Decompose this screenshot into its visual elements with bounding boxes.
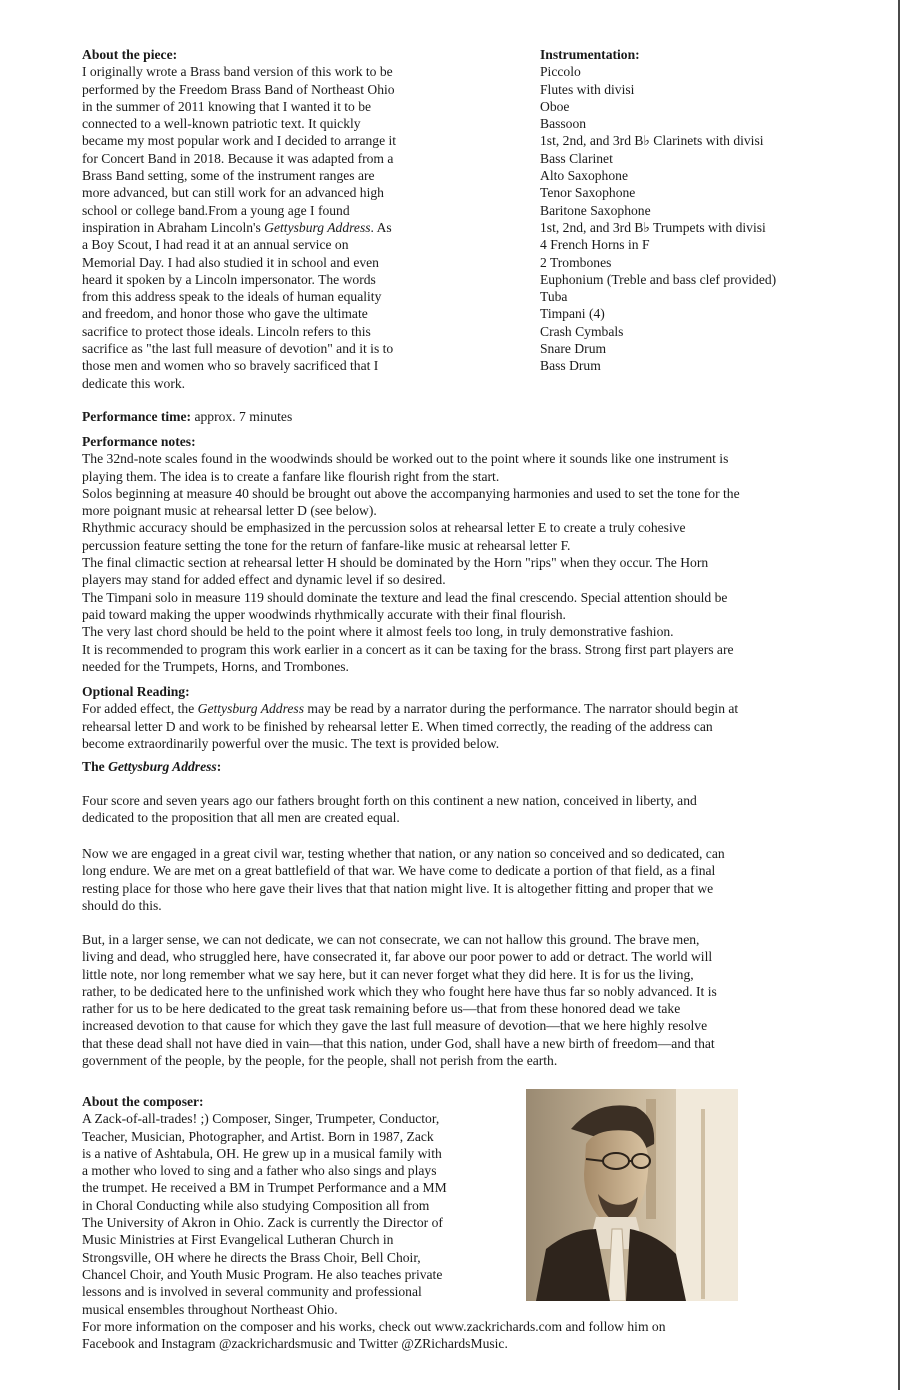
performance-time — [82, 408, 292, 425]
about-piece-line: Memorial Day. I had also studied it in school and even — [82, 254, 379, 270]
address-line: resting place for those who here gave their lives that that nation might live. It is altogether fitting and proper that we — [82, 880, 714, 896]
performance-notes-section — [82, 433, 882, 675]
text-run: : — [216, 759, 222, 774]
address-line: government of the people, by the people, for the people, shall not perish from the earth. — [82, 1053, 558, 1069]
address-line: Now we are engaged in a great civil war, testing whether that nation, or any nation so conceived and so dedicated, can — [82, 846, 725, 861]
performance-note-line: more poignant music at rehearsal letter D (see below). — [82, 503, 377, 519]
composer-portrait-image — [526, 1089, 738, 1301]
instrument-item: 1st, 2nd, and 3rd B♭ Trumpets with divisi — [540, 219, 766, 235]
about-piece-line: connected to a well-known patriotic text. It quickly — [82, 116, 361, 132]
text-run: The — [82, 759, 109, 774]
composer-line: the trumpet. He received a BM in Trumpet Performance and a MM — [82, 1180, 447, 1196]
address-heading — [82, 758, 221, 775]
instrument-item: Snare Drum — [540, 341, 607, 357]
instrument-item: Oboe — [540, 98, 570, 114]
composer-line: The University of Akron in Ohio. Zack is currently the Director of — [82, 1215, 443, 1231]
address-line: rather for us to be here dedicated to the great task remaining before us—that from these honored dead we take — [82, 1001, 681, 1017]
instrument-item: Bass Clarinet — [540, 150, 613, 166]
address-line: little note, nor long remember what we say here, but it can never forget what they did here. It is for us the living, — [82, 966, 694, 982]
about-piece-line: a Boy Scout, I had read it at an annual service on — [82, 237, 349, 253]
instrument-item: 4 French Horns in F — [540, 237, 650, 253]
about-piece-line: became my most popular work and I decided to arrange it — [82, 133, 397, 149]
performance-note-line: The 32nd-note scales found in the woodwinds should be worked out to the point where it sounds like one instrument is — [82, 451, 729, 467]
composer-line: For more information on the composer and his works, check out www.zackrichards.com and follow him on — [82, 1318, 666, 1334]
about-piece-line: sacrifice as "the last full measure of devotion" and it is to — [82, 341, 394, 357]
instrument-item: Piccolo — [540, 64, 581, 80]
title-italic: Gettysburg Address — [197, 701, 304, 717]
composer-photo — [526, 1089, 738, 1301]
instrument-item: Tenor Saxophone — [540, 185, 636, 201]
address-line: dedicated to the proposition that all men are created equal. — [82, 810, 400, 826]
instrument-item: Alto Saxophone — [540, 168, 628, 184]
about-piece-line: those men and women who so bravely sacrificed that I — [82, 358, 379, 374]
instrumentation-section — [540, 46, 880, 375]
about-piece-line: I originally wrote a Brass band version of this work to be — [82, 64, 393, 80]
address-line: living and dead, who struggled here, have consecrated it, far above our poor power to add or detract. The world will — [82, 949, 713, 965]
composer-line: in Choral Conducting while also studying Composition all from — [82, 1197, 430, 1213]
performance-note-line: percussion feature setting the tone for the return of fanfare-like music at rehearsal letter F. — [82, 537, 571, 553]
optional-reading-section — [82, 683, 882, 752]
address-paragraph-3 — [82, 931, 882, 1069]
performance-note-line: The final climactic section at rehearsal letter H should be dominated by the Horn "rips" when they occur. The Horn — [82, 555, 709, 571]
about-piece-section — [82, 46, 522, 392]
text-run: may be read by a narrator during the performance. The narrator should begin at — [304, 701, 739, 717]
instrument-item: Flutes with divisi — [540, 81, 635, 97]
about-piece-line: sacrifice to protect those ideals. Lincoln refers to this — [82, 323, 371, 339]
address-line: But, in a larger sense, we can not dedicate, we can not consecrate, we can not hallow this ground. The brave men, — [82, 932, 700, 947]
composer-line: Facebook and Instagram @zackrichardsmusic and Twitter @ZRichardsMusic. — [82, 1336, 508, 1352]
composer-line: A Zack-of-all-trades! ;) Composer, Singer, Trumpeter, Conductor, — [82, 1111, 440, 1127]
instrument-item: Tuba — [540, 289, 568, 305]
optional-reading-line: become extraordinarily powerful over the music. The text is provided below. — [82, 735, 500, 751]
performance-note-line: The Timpani solo in measure 119 should dominate the texture and lead the final crescendo. Special attention should be — [82, 589, 728, 605]
composer-line: Music Ministries at First Evangelical Lutheran Church in — [82, 1232, 394, 1248]
performance-note-line: Rhythmic accuracy should be emphasized in the percussion solos at rehearsal letter E to create a truly cohesive — [82, 520, 686, 536]
about-piece-line: Brass Band setting, some of the instrument ranges are — [82, 168, 375, 184]
address-line: long endure. We are met on a great battlefield of that war. We have come to dedicate a portion of that field, as a final — [82, 863, 716, 879]
about-piece-line: dedicate this work. — [82, 375, 186, 391]
address-line: increased devotion to that cause for which they gave the last full measure of devotion—that we here highly resolve — [82, 1018, 708, 1034]
performance-note-line: It is recommended to program this work earlier in a concert as it can be taxing for the brass. Strong first part players are — [82, 641, 734, 657]
performance-time-line — [82, 408, 292, 425]
about-piece-line — [82, 219, 522, 236]
about-piece-line: from this address speak to the ideals of human equality — [82, 289, 382, 305]
performance-notes-heading: Performance notes: — [82, 434, 196, 449]
instrument-item: Timpani (4) — [540, 306, 605, 322]
instrumentation-heading: Instrumentation: — [540, 47, 640, 62]
composer-line: Chancel Choir, and Youth Music Program. He also teaches private — [82, 1266, 443, 1282]
instrument-item: Crash Cymbals — [540, 323, 624, 339]
about-piece-line: in the summer of 2011 knowing that I wanted it to be — [82, 98, 372, 114]
address-line: Four score and seven years ago our fathers brought forth on this continent a new nation, conceived in liberty, and — [82, 793, 697, 808]
performance-time-value: approx. 7 minutes — [191, 409, 293, 424]
about-piece-heading: About the piece: — [82, 47, 178, 62]
composer-line: lessons and is involved in several community and professional — [82, 1284, 422, 1300]
text-run: inspiration in Abraham Lincoln's — [82, 219, 265, 235]
performance-note-line: paid toward making the upper woodwinds rhythmically accurate with their final flourish. — [82, 606, 566, 622]
about-piece-line: heard it spoken by a Lincoln impersonator. The words — [82, 271, 376, 287]
title-italic: Gettysburg Address — [108, 759, 217, 774]
about-piece-line: more advanced, but can still work for an advanced high — [82, 185, 384, 201]
address-paragraph-1 — [82, 792, 882, 827]
performance-time-label: Performance time: — [82, 409, 192, 424]
optional-reading-line: rehearsal letter D and work to be finished by rehearsal letter E. When timed correctly, the reading of the address can — [82, 718, 713, 734]
address-paragraph-2 — [82, 845, 882, 914]
instrument-item: 1st, 2nd, and 3rd B♭ Clarinets with divisi — [540, 133, 764, 149]
performance-note-line: needed for the Trumpets, Horns, and Trombones. — [82, 658, 349, 674]
composer-line: musical ensembles throughout Northeast Ohio. — [82, 1301, 338, 1317]
address-heading-line — [82, 758, 221, 775]
composer-section — [82, 1093, 882, 1352]
instrument-item: Bassoon — [540, 116, 587, 132]
title-italic: Gettysburg Address — [264, 219, 371, 235]
about-piece-line: and freedom, and honor those who gave the ultimate — [82, 306, 368, 322]
instrument-item: Baritone Saxophone — [540, 202, 651, 218]
about-piece-line: performed by the Freedom Brass Band of Northeast Ohio — [82, 81, 395, 97]
performance-note-line: Solos beginning at measure 40 should be brought out above the accompanying harmonies and used to set the tone for the — [82, 485, 740, 501]
instrument-item: Bass Drum — [540, 358, 601, 374]
address-line: should do this. — [82, 897, 162, 913]
optional-reading-line — [82, 700, 882, 717]
instrument-item: Euphonium (Treble and bass clef provided) — [540, 271, 777, 287]
composer-line: Teacher, Musician, Photographer, and Artist. Born in 1987, Zack — [82, 1128, 434, 1144]
performance-note-line: The very last chord should be held to the point where it almost feels too long, in truly demonstrative fashion. — [82, 624, 674, 640]
text-run: . As — [370, 219, 392, 235]
text-run: For added effect, the — [82, 701, 198, 717]
instrument-item: 2 Trombones — [540, 254, 612, 270]
optional-reading-heading: Optional Reading: — [82, 684, 190, 699]
performance-note-line: playing them. The idea is to create a fanfare like flourish right from the start. — [82, 468, 500, 484]
composer-heading: About the composer: — [82, 1094, 204, 1109]
about-piece-line: for Concert Band in 2018. Because it was adapted from a — [82, 150, 394, 166]
address-line: that these dead shall not have died in vain—that this nation, under God, shall have a new birth of freedom—and that — [82, 1035, 715, 1051]
about-piece-line: school or college band.From a young age I found — [82, 202, 350, 218]
composer-line: a mother who loved to sing and a father who also sings and plays — [82, 1163, 437, 1179]
composer-line: is a native of Ashtabula, OH. He grew up in a musical family with — [82, 1145, 442, 1161]
performance-note-line: players may stand for added effect and dynamic level if so desired. — [82, 572, 446, 588]
address-line: rather, to be dedicated here to the unfinished work which they who fought here have thus far so nobly advanced. It is — [82, 983, 717, 999]
composer-line: Strongsville, OH where he directs the Brass Choir, Bell Choir, — [82, 1249, 421, 1265]
